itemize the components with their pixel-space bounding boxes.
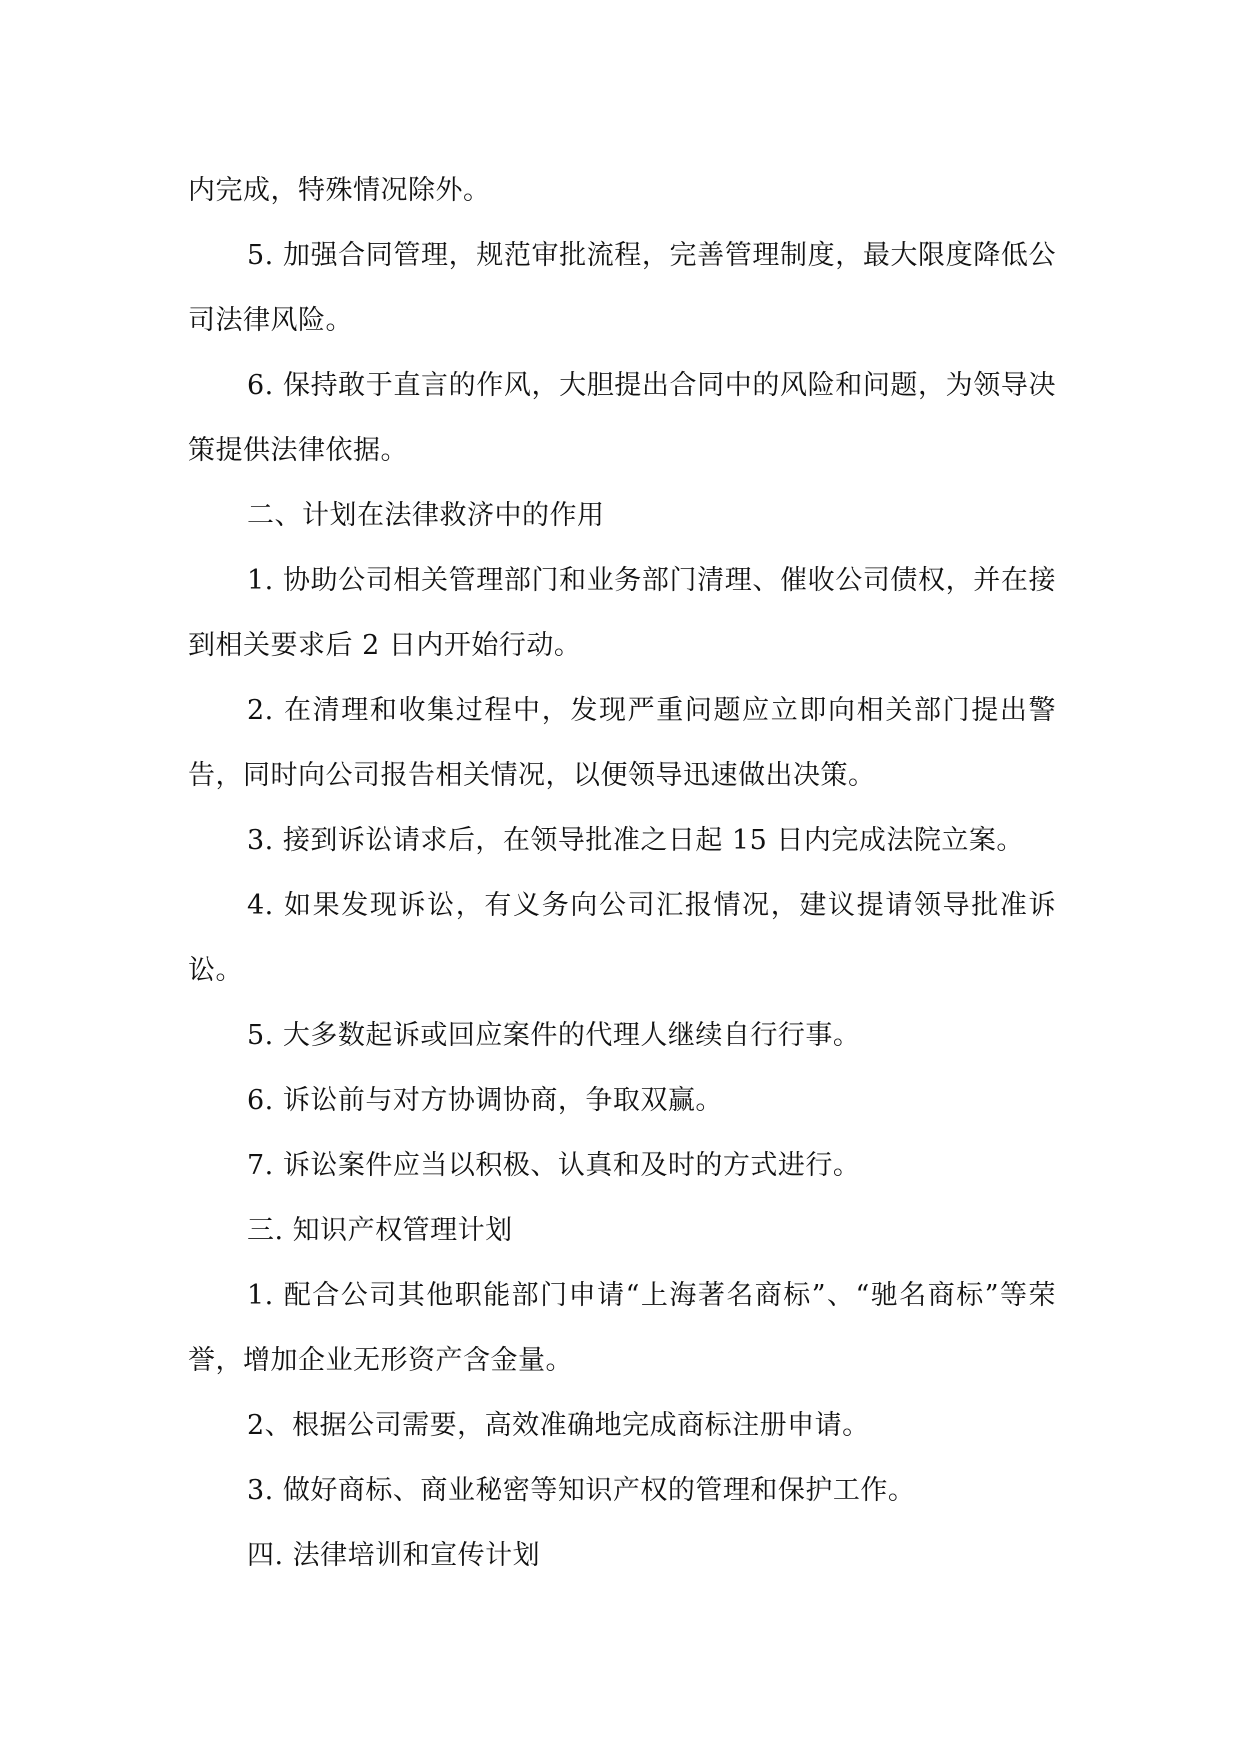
paragraph-item-2-trademark-registration: 2、根据公司需要，高效准确地完成商标注册申请。: [247, 1410, 870, 1441]
section-heading-legal-remedy: 二、计划在法律救济中的作用: [247, 500, 605, 531]
paragraph-continuation: 内完成，特殊情况除外。: [188, 175, 491, 206]
paragraph-item-5-contract-management: 5. 加强合同管理，规范审批流程，完善管理制度，最大限度降低公司法律风险。: [188, 240, 1056, 336]
section-heading-legal-training: 四. 法律培训和宣传计划: [247, 1540, 541, 1571]
document-body: [188, 158, 1056, 1588]
paragraph-item-3-ip-protection: 3. 做好商标、商业秘密等知识产权的管理和保护工作。: [247, 1475, 916, 1506]
paragraph-item-2-warnings: 2. 在清理和收集过程中，发现严重问题应立即向相关部门提出警告，同时向公司报告相关情况，以便领导迅速做出决策。: [188, 695, 1056, 791]
paragraph-item-7-litigation-conduct: 7. 诉讼案件应当以积极、认真和及时的方式进行。: [247, 1150, 861, 1181]
section-heading-ip-management: 三. 知识产权管理计划: [247, 1215, 513, 1246]
paragraph-item-6-speak-up: 6. 保持敢于直言的作风，大胆提出合同中的风险和问题，为领导决策提供法律依据。: [188, 370, 1056, 466]
paragraph-item-6-negotiation: 6. 诉讼前与对方协调协商，争取双赢。: [247, 1085, 723, 1116]
paragraph-item-5-agents: 5. 大多数起诉或回应案件的代理人继续自行行事。: [247, 1020, 861, 1051]
paragraph-item-1-trademark-honors: 1. 配合公司其他职能部门申请“上海著名商标”、“驰名商标”等荣誉，增加企业无形资产含金量。: [188, 1280, 1056, 1376]
paragraph-item-3-filing: 3. 接到诉讼请求后，在领导批准之日起 15 日内完成法院立案。: [247, 825, 1024, 856]
paragraph-item-4-report-litigation: 4. 如果发现诉讼，有义务向公司汇报情况，建议提请领导批准诉讼。: [188, 890, 1056, 986]
paragraph-item-1-debt-collection: 1. 协助公司相关管理部门和业务部门清理、催收公司债权，并在接到相关要求后 2 日内开始行动。: [188, 565, 1056, 661]
